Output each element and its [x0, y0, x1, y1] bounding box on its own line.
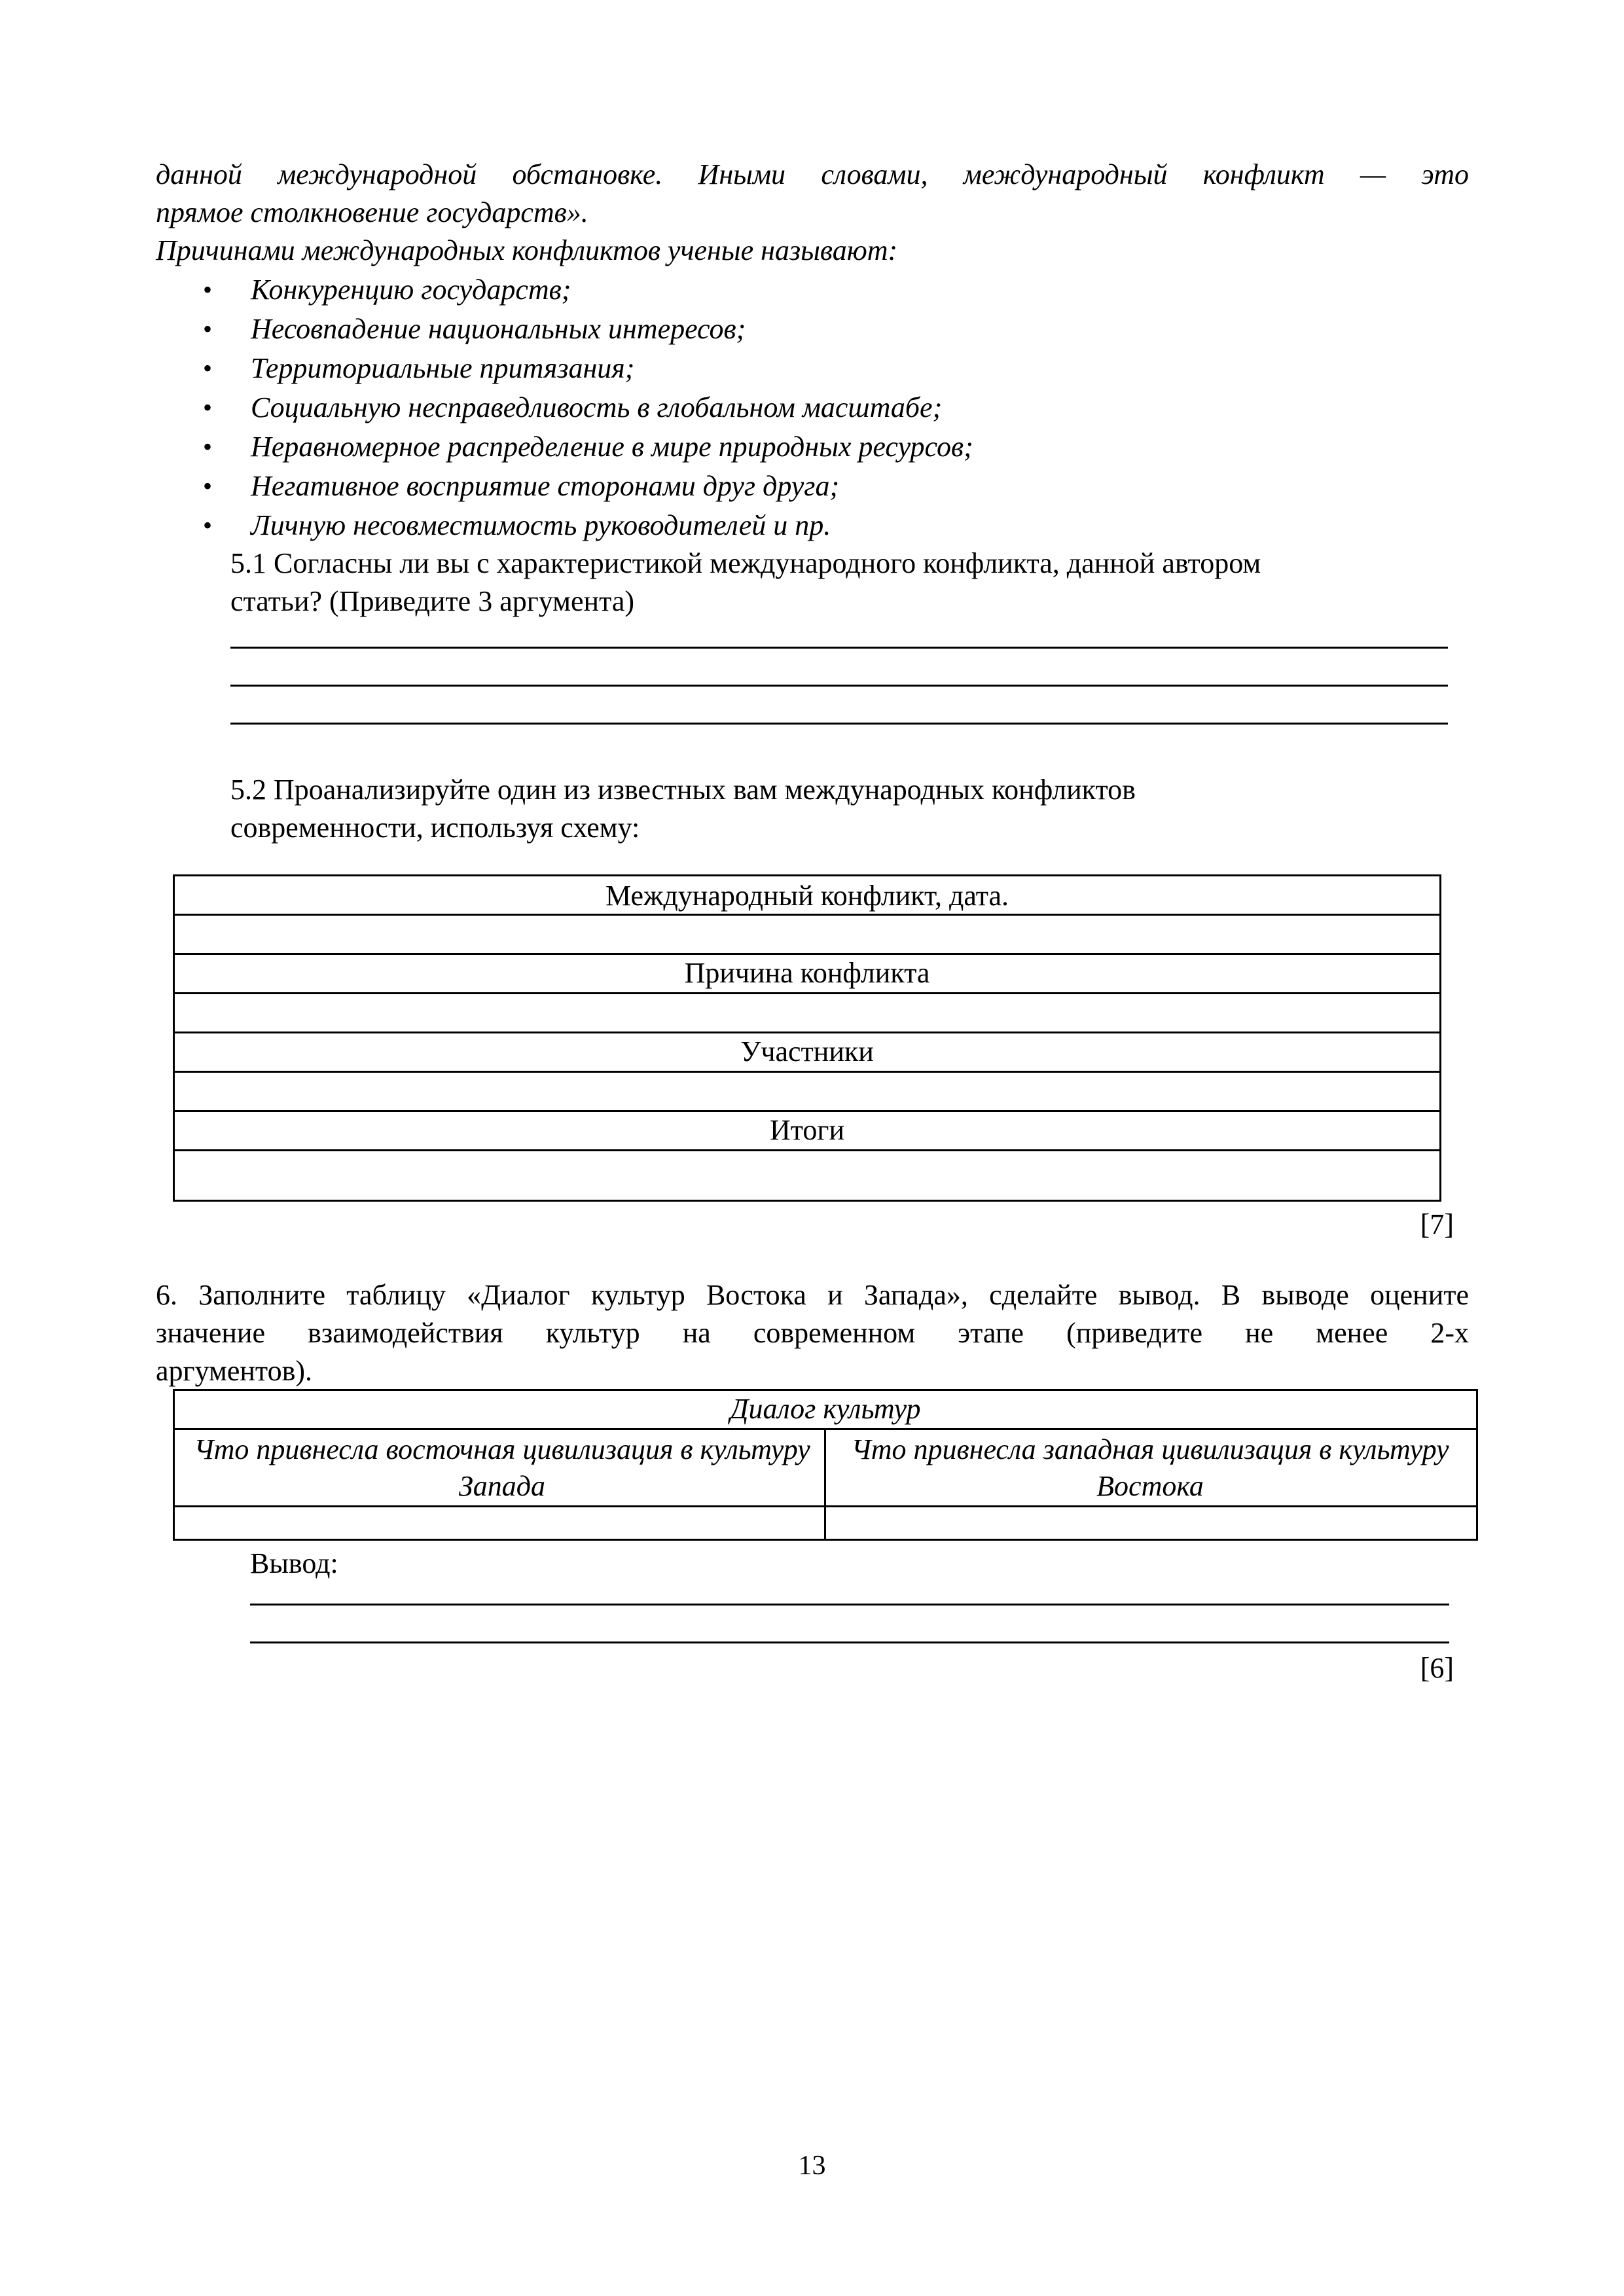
score-badge-5: [7]: [1420, 1208, 1454, 1240]
question-5-2-line-1: 5.2 Проанализируйте один из известных вам международных конфликтов: [230, 774, 1136, 806]
question-6-line-2: значение взаимодействия культур на современном этапе (приведите не менее 2-х: [156, 1317, 1469, 1349]
question-5-1-line-2: статьи? (Приведите 3 аргумента): [230, 585, 635, 617]
answer-cell[interactable]: [175, 916, 1439, 953]
bullet-icon: •: [203, 393, 213, 422]
answer-cell-east[interactable]: [175, 1507, 824, 1539]
list-item: Несовпадение национальных интересов;: [251, 313, 746, 345]
scheme-row-results: Итоги: [769, 1114, 845, 1146]
list-item: Неравномерное распределение в мире природных ресурсов;: [251, 431, 973, 463]
bullet-icon: •: [203, 353, 213, 383]
bullet-icon: •: [203, 471, 213, 501]
bullet-icon: •: [203, 432, 213, 461]
list-item: Конкуренцию государств;: [251, 274, 571, 306]
answer-line[interactable]: [230, 685, 1448, 687]
answer-line[interactable]: [250, 1604, 1449, 1605]
question-6-line-3: аргументов).: [156, 1355, 312, 1387]
answer-cell[interactable]: [175, 994, 1439, 1031]
causes-heading: Причинами международных конфликтов ученые называют:: [156, 234, 898, 266]
scheme-row-conflict-date: Международный конфликт, дата.: [605, 880, 1009, 912]
column-header-west: Что привнесла западная цивилизация в культуру Востока: [851, 1433, 1449, 1502]
list-item: Территориальные притязания;: [251, 352, 635, 384]
score-badge-6: [6]: [1420, 1652, 1454, 1684]
answer-cell[interactable]: [175, 1073, 1439, 1110]
conflict-scheme-table: [173, 874, 1441, 1202]
intro-line-2: прямое столкновение государств».: [156, 196, 588, 228]
answer-cell-west[interactable]: [826, 1507, 1476, 1539]
list-item: Личную несовместимость руководителей и пр.: [251, 509, 831, 541]
conclusion-label: Вывод:: [250, 1547, 338, 1579]
column-header-east: Что привнесла восточная цивилизация в культуру Запада: [194, 1433, 810, 1502]
dialog-cultures-table: [173, 1389, 1478, 1541]
answer-line[interactable]: [230, 723, 1448, 725]
answer-line[interactable]: [250, 1641, 1449, 1643]
page-number: 13: [798, 2151, 826, 2181]
question-5-1-line-1: 5.1 Согласны ли вы с характеристикой международного конфликта, данной автором: [230, 547, 1261, 579]
scheme-row-participants: Участники: [740, 1035, 874, 1067]
question-5-2-line-2: современности, используя схему:: [230, 812, 640, 844]
bullet-icon: •: [203, 275, 213, 304]
answer-line[interactable]: [230, 647, 1448, 649]
answer-cell[interactable]: [175, 1151, 1439, 1200]
question-6-line-1: 6. Заполните таблицу «Диалог культур Востока и Запада», сделайте вывод. В выводе оцените: [156, 1279, 1469, 1311]
list-item: Социальную несправедливость в глобальном масштабе;: [251, 391, 943, 423]
table-title: Диалог культур: [730, 1393, 921, 1425]
list-item: Негативное восприятие сторонами друг друга;: [251, 470, 840, 502]
bullet-icon: •: [203, 511, 213, 540]
intro-line-1: данной международной обстановке. Иными словами, международный конфликт — это: [156, 158, 1469, 190]
scheme-row-cause: Причина конфликта: [684, 957, 930, 989]
bullet-icon: •: [203, 314, 213, 344]
